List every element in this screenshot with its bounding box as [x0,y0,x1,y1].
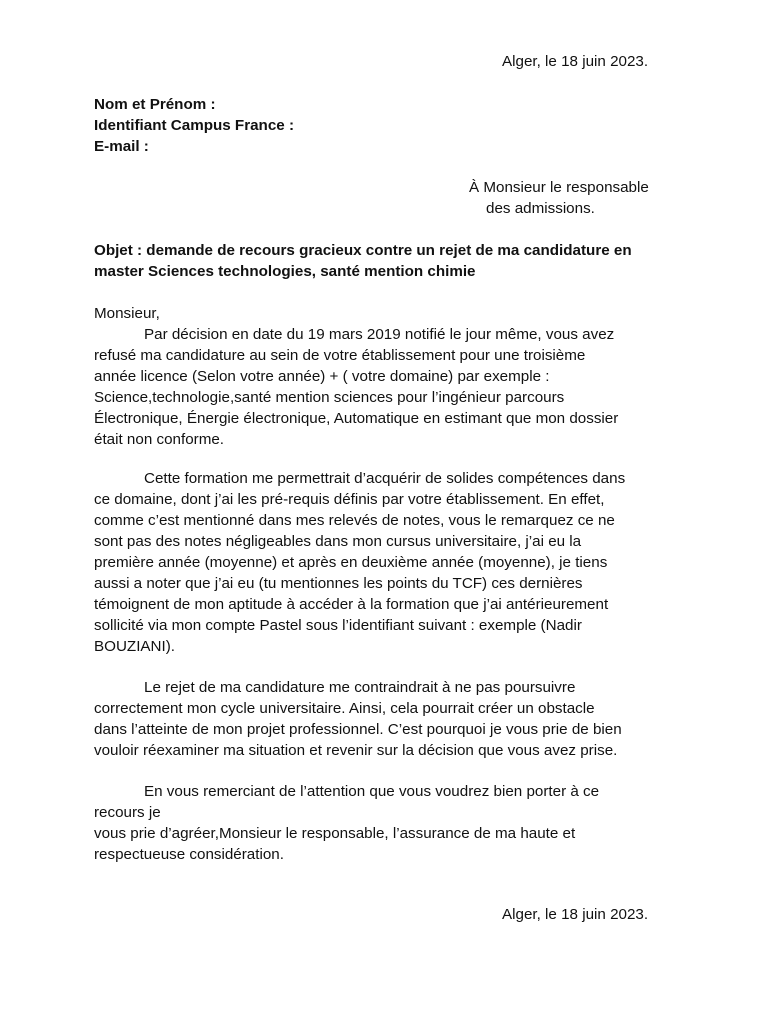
paragraph-2-line: sont pas des notes négligeables dans mon cursus universitaire, j’ai eu la [94,533,582,550]
paragraph-2-line: ce domaine, dont j’ai les pré-requis définis par votre établissement. En effet, [94,491,605,508]
salutation: Monsieur, [94,305,160,322]
paragraph-2-line: aussi a noter que j’ai eu (tu mentionnes les points du TCF) ces dernières [94,575,583,592]
recipient-line-1: À Monsieur le responsable [469,179,649,196]
paragraph-3-line: Le rejet de ma candidature me contraindrait à ne pas poursuivre [144,679,576,696]
paragraph-4-line: vous prie d’agréer,Monsieur le responsable, l’assurance de ma haute et [94,825,576,842]
paragraph-2-line: Cette formation me permettrait d’acquérir de solides compétences dans [144,470,626,487]
paragraph-1-line: année licence (Selon votre année) + ( votre domaine) par exemple : [94,368,550,385]
sender-name-label: Nom et Prénom : [94,96,216,113]
paragraph-2-line: témoignent de mon aptitude à accéder à la formation que j’ai antérieurement [94,596,609,613]
paragraph-4-line: recours je [94,804,161,821]
paragraph-1-line: Par décision en date du 19 mars 2019 notifié le jour même, vous avez [144,326,615,343]
subject-line-2: master Sciences technologies, santé mention chimie [94,263,476,280]
paragraph-2-line: BOUZIANI). [94,638,176,655]
letter-date-top: Alger, le 18 juin 2023. [502,53,649,70]
letter-date-bottom: Alger, le 18 juin 2023. [502,906,649,923]
paragraph-3-line: vouloir réexaminer ma situation et revenir sur la décision que vous avez prise. [94,742,618,759]
paragraph-1-line: refusé ma candidature au sein de votre établissement pour une troisième [94,347,586,364]
paragraph-1-line: était non conforme. [94,431,225,448]
paragraph-4-line: En vous remerciant de l’attention que vous voudrez bien porter à ce [144,783,600,800]
paragraph-3-line: dans l’atteinte de mon projet professionnel. C’est pourquoi je vous prie de bien [94,721,622,738]
paragraph-1-line: Science,technologie,santé mention sciences pour l’ingénieur parcours [94,389,565,406]
paragraph-1-line: Électronique, Énergie électronique, Automatique en estimant que mon dossier [94,410,619,427]
sender-email-label: E-mail : [94,138,149,155]
subject-line-1: Objet : demande de recours gracieux contre un rejet de ma candidature en [94,242,632,259]
recipient-line-2: des admissions. [486,200,595,217]
sender-campus-id-label: Identifiant Campus France : [94,117,294,134]
paragraph-2-line: sollicité via mon compte Pastel sous l’identifiant suivant : exemple (Nadir [94,617,582,634]
paragraph-2-line: première année (moyenne) et après en deuxième année (moyenne), je tiens [94,554,608,571]
paragraph-3-line: correctement mon cycle universitaire. Ainsi, cela pourrait créer un obstacle [94,700,595,717]
paragraph-2-line: comme c’est mentionné dans mes relevés de notes, vous le remarquez ce ne [94,512,615,529]
paragraph-4-line: respectueuse considération. [94,846,284,863]
